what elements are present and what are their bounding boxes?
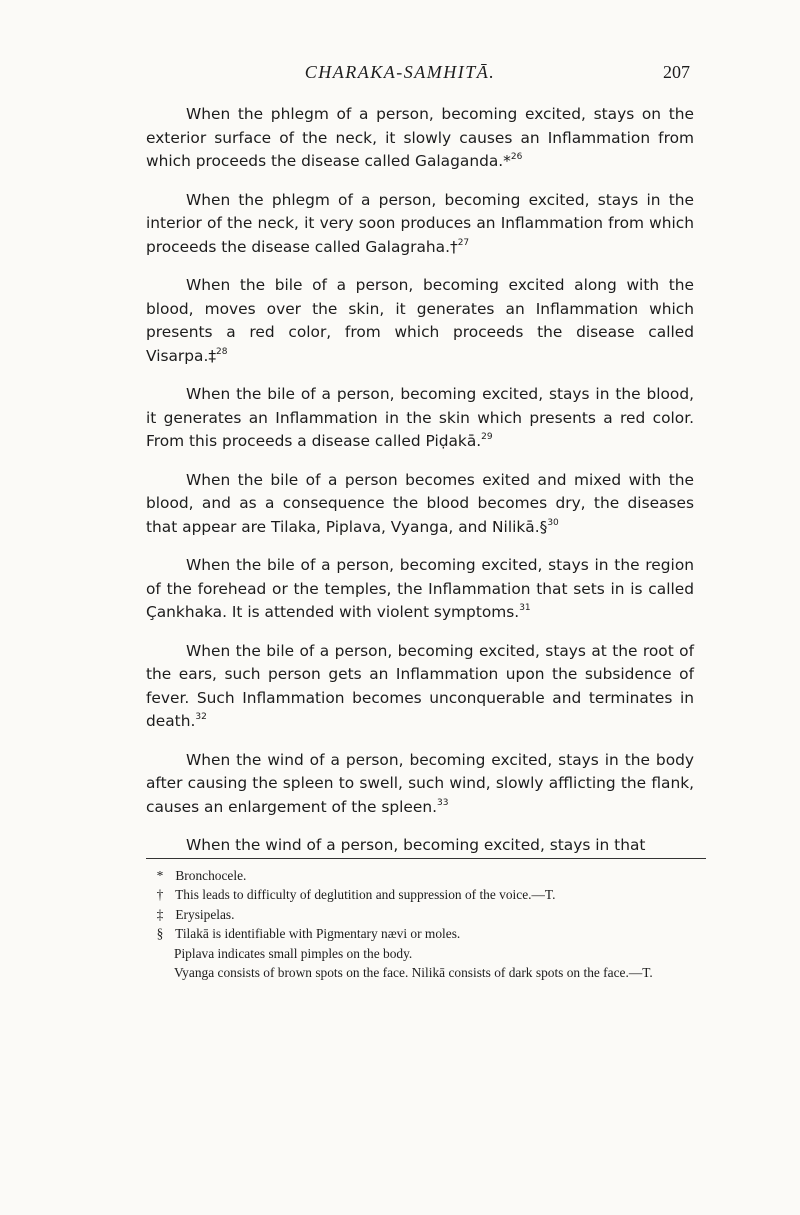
footnote-divider (146, 858, 706, 859)
body-text (146, 103, 694, 873)
paragraph: When the bile of a person, becoming excited along with the blood, moves over the skin, it generates an Inflammation which presents a red color, from which proceeds the disease called Visarpa.‡$^{28}$ (146, 276, 694, 365)
paragraph: When the bile of a person, becoming excited, stays at the root of the ears, such person gets an Inflammation upon the subsidence of fever. Such Inflammation becomes unconquerable and terminates in death.$^{32}$ (146, 641, 694, 730)
footnotes (148, 866, 708, 982)
running-title: CHARAKA-SAMHITĀ. (304, 62, 496, 82)
footnote-mark: § (156, 926, 164, 942)
verse-number: 31 (519, 603, 531, 613)
verse-number: 29 (481, 432, 493, 442)
verse-number: 26 (510, 152, 523, 162)
footnote-mark: † (156, 887, 164, 903)
footnote: † This leads to difficulty of deglutition and suppression of the voice.—T. (148, 885, 708, 904)
footnote: * Bronchocele. (148, 866, 708, 885)
paragraph: When the bile of a person becomes exited and mixed with the blood, and as a consequence the blood becomes dry, the diseases that appear are Tilaka, Piplava, Vyanga, and Nilikā.§$^{30}$ (146, 470, 694, 536)
verse-number: 30 (547, 517, 559, 528)
verse-number: 28 (216, 346, 228, 357)
page-number: 207 (663, 62, 690, 82)
paragraph: When the phlegm of a person, becoming excited, stays on the exterior surface of the neck, it slowly causes an Inflammation from which proceeds the disease called Galaganda.*$^{26}$ (146, 105, 694, 170)
verse-number: 32 (195, 712, 207, 722)
footnote-continuation: Piplava indicates small pimples on the body. (174, 945, 413, 961)
paragraph: When the bile of a person, becoming excited, stays in the blood, it generates an Inflammation in the skin which presents a red color. From this proceeds a disease called Piḍakā.$^{29}$ (146, 385, 694, 450)
paragraph: When the bile of a person, becoming excited, stays in the region of the forehead or the temples, the Inflammation that sets in is called Çankhaka. It is attended with violent symptoms.$^{31}$ (146, 556, 694, 621)
paragraph: When the wind of a person, becoming excited, stays in that (186, 836, 646, 854)
footnote: § Tilakā is identifiable with Pigmentary nævi or moles. (148, 924, 708, 943)
verse-number: 33 (437, 797, 449, 808)
verse-number: 27 (457, 237, 470, 248)
paragraph: When the wind of a person, becoming excited, stays in the body after causing the spleen to swell, such wind, slowly afflicting the flank, causes an enlargement of the spleen.$^{33}$ (146, 750, 694, 816)
footnote-continuation: Vyanga consists of brown spots on the face. Nilikā consists of dark spots on the face.—T. (174, 965, 653, 981)
footnote-mark: ‡ (156, 906, 164, 922)
paragraph: When the phlegm of a person, becoming excited, stays in the interior of the neck, it very soon produces an Inflammation from which proceeds the disease called Galagraha.†$^{27}$ (146, 190, 694, 256)
footnote: ‡ Erysipelas. (148, 905, 708, 924)
footnote-mark: * (156, 868, 164, 883)
